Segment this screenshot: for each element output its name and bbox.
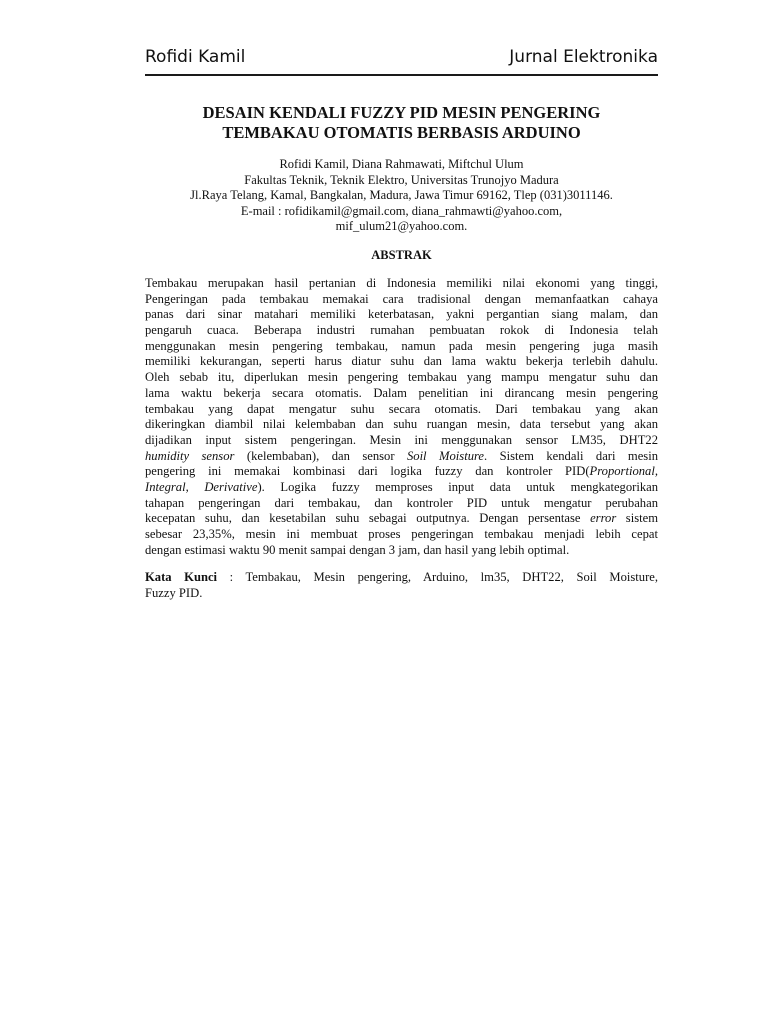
keywords-list: : Tembakau, Mesin pengering, Arduino, lm35, DHT22, Soil Moisture, — [217, 570, 658, 584]
text-span: . Sistem kendali dari mesin — [484, 448, 659, 463]
keywords-line — [145, 570, 658, 586]
abstract-line: Tembakau merupakan hasil pertanian di Indonesia memiliki nilai ekonomi yang tinggi, — [145, 276, 658, 290]
italic-term: Proportional, — [589, 464, 658, 479]
author-affiliation — [145, 157, 658, 235]
abstract-line: dijadikan input sistem pengeringan. Mesin ini menggunakan sensor LM35, DHT22 — [145, 432, 658, 447]
italic-term: Integral, Derivative — [145, 479, 258, 494]
abstract-line: tembakau yang dapat mengatur suhu secara otomatis. Dari tembakau yang akan — [145, 401, 658, 416]
faculty-line: Fakultas Teknik, Teknik Elektro, Universitas Trunojyo Madura — [244, 172, 559, 187]
abstract-line: Pengeringan pada tembakau memakai cara tradisional dengan memanfaatkan cahaya — [145, 291, 658, 306]
italic-term: humidity sensor — [145, 448, 235, 463]
abstract-line: dengan estimasi waktu 90 menit sampai dengan 3 jam, dan hasil yang lebih optimal. — [145, 542, 570, 557]
abstract-line — [145, 511, 658, 527]
keywords-label: Kata Kunci — [145, 570, 218, 584]
abstract-line: panas dari sinar matahari memiliki keterbatasan, yakni pergantian siang malam, dan — [145, 307, 658, 322]
running-header — [145, 44, 658, 76]
paper-title — [145, 103, 658, 143]
header-journal: Jurnal Elektronika — [509, 47, 658, 67]
abstract-line — [145, 480, 658, 496]
abstract-line: lama waktu bekerja secara otomatis. Dalam penelitian ini dirancang mesin pengering — [145, 385, 658, 400]
header-author: Rofidi Kamil — [145, 47, 246, 67]
abstract-line: memiliki kekurangan, seperti harus diatur suhu dan lama waktu bekerja terlebih dahulu. — [145, 354, 658, 369]
abstract-line — [145, 464, 658, 480]
abstract-heading: ABSTRAK — [371, 248, 432, 262]
text-span: kecepatan suhu, dan kesetabilan suhu sebagai outputnya. Dengan persentase — [145, 511, 591, 526]
italic-term: error — [590, 511, 617, 526]
title-line-1: DESAIN KENDALI FUZZY PID MESIN PENGERING — [202, 103, 601, 122]
abstract-line — [145, 449, 658, 465]
title-line-2: TEMBAKAU OTOMATIS BERBASIS ARDUINO — [222, 123, 581, 142]
keywords-line: Fuzzy PID. — [145, 585, 203, 600]
abstract-line: menggunakan mesin pengering tembakau, namun pada mesin pengering juga masih — [145, 338, 658, 353]
abstract-line: dikeringkan diambil nilai kelembaban dan suhu ruangan mesin, data tersebut yang akan — [145, 417, 658, 432]
text-span: ). Logika fuzzy memproses input data untuk mengkategorikan — [257, 479, 658, 494]
text-span: (kelembaban), dan sensor — [234, 448, 407, 463]
abstract-line: pengaruh cuaca. Beberapa industri rumahan pembuatan rokok di Indonesia telah — [145, 323, 658, 338]
email-line-2: mif_ulum21@yahoo.com. — [335, 219, 468, 233]
abstract-body — [145, 276, 658, 558]
keywords-block — [145, 570, 658, 601]
address-line: Jl.Raya Telang, Kamal, Bangkalan, Madura, Jawa Timur 69162, Tlep (031)3011146. — [190, 188, 613, 202]
abstract-line: Oleh sebab itu, diperlukan mesin pengering tembakau yang mampu mengatur suhu dan — [145, 370, 658, 385]
authors-line: Rofidi Kamil, Diana Rahmawati, Miftchul Ulum — [279, 157, 524, 171]
text-span: sistem — [616, 511, 658, 526]
abstract-line: tahapan pengeringan dari tembakau, dan kontroler PID untuk mengatur perubahan — [145, 495, 658, 510]
text-span: pengering ini memakai kombinasi dari logika fuzzy dan kontroler PID( — [145, 464, 590, 479]
abstract-line: sebesar 23,35%, mesin ini membuat proses pengeringan tembakau menjadi lebih cepat — [145, 527, 658, 541]
email-line-1: E-mail : rofidikamil@gmail.com, diana_rahmawti@yahoo.com, — [240, 203, 563, 218]
italic-term: Soil Moisture — [406, 448, 485, 463]
